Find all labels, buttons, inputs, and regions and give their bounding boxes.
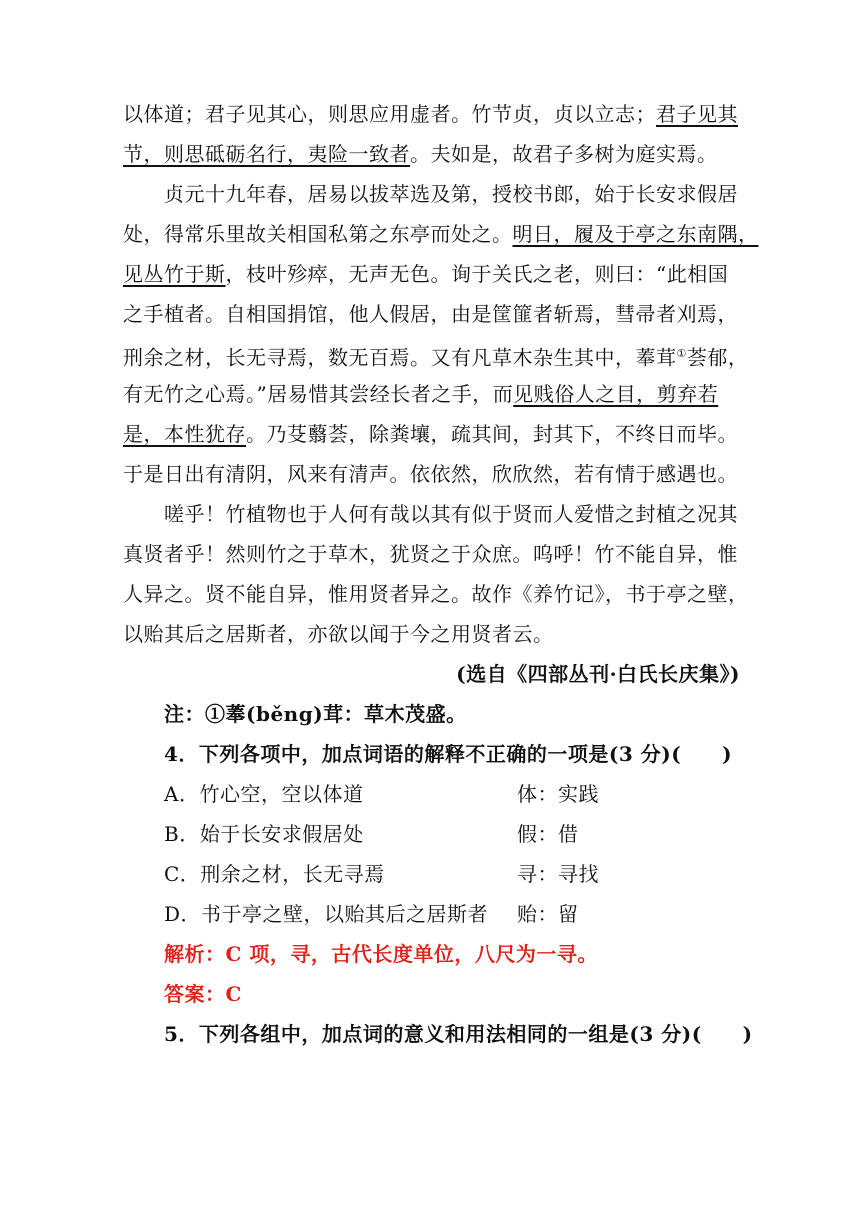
option-explanation: 寻：寻找 — [517, 862, 599, 886]
footnote: 注：①菶(běng)茸：草木茂盛。 — [164, 702, 467, 726]
question-4-option-d — [123, 894, 740, 934]
passage-text: 人异之。贤不能自异，惟用贤者异之。故作《养竹记》，书于亭之壁， — [123, 582, 749, 606]
question-4-answer: 答案：C — [164, 982, 242, 1006]
question-5-stem: 5．下列各组中，加点词的意义和用法相同的一组是(3 分)( ) — [164, 1022, 753, 1046]
option-label: B．始于长安求假居处 — [164, 822, 364, 846]
underlined-sentence: 节，则思砥砺名行，夷险一致者 — [123, 142, 410, 166]
underlined-sentence: 君子见其 — [656, 102, 738, 126]
passage-line — [123, 534, 740, 574]
passage-text: 刑余之材，长无寻焉，数无百焉。又有凡草木杂生其中，菶茸 — [123, 345, 677, 370]
passage-line — [123, 174, 740, 214]
passage-line — [123, 454, 740, 494]
passage-line — [123, 374, 740, 414]
passage-text: 真贤者乎！然则竹之于草木，犹贤之于众庶。呜呼！竹不能自异，惟 — [123, 542, 738, 566]
passage-text: 贞元十九年春，居易以拔萃选及第，授校书郎，始于长安求假居 — [164, 182, 738, 206]
passage-text: 以贻其后之居斯者，亦欲以闻于今之用贤者云。 — [123, 622, 554, 646]
passage-line — [123, 414, 740, 454]
passage-line — [123, 494, 740, 534]
option-label: C．刑余之材，长无寻焉 — [164, 862, 385, 886]
question-4-option-b — [123, 814, 740, 854]
question-4-stem: 4．下列各项中，加点词语的解释不正确的一项是(3 分)( ) — [164, 742, 733, 766]
passage-line — [123, 574, 749, 614]
passage-line — [123, 294, 740, 334]
option-label: D．书于亭之壁，以贻其后之居斯者 — [164, 902, 489, 926]
passage-text: 于是日出有清阴，风来有清声。依依然，欣欣然，若有情于感遇也。 — [123, 462, 738, 486]
passage-line — [123, 214, 759, 254]
underlined-sentence: 明日，履及于亭之东南隅， — [512, 222, 759, 246]
passage-line — [123, 134, 740, 174]
passage-text: 。夫如是，故君子多树为庭实焉。 — [410, 142, 718, 166]
option-label: A．竹心空，空以体道 — [164, 782, 364, 806]
passage-line — [123, 614, 740, 654]
passage-text: 有无竹之心焉。”居易惜其尝经长者之手，而 — [123, 382, 514, 406]
underlined-sentence: 见贱俗人之目，剪弃若 — [513, 382, 719, 406]
document-page — [123, 94, 759, 1054]
passage-text: 荟郁， — [686, 345, 749, 370]
passage-text: 处，得常乐里故关相国私第之东亭而处之。 — [123, 222, 513, 246]
option-explanation: 假：借 — [517, 822, 579, 846]
passage-line — [123, 334, 749, 374]
question-4-analysis: 解析：C 项，寻，古代长度单位，八尺为一寻。 — [164, 942, 598, 966]
option-explanation: 贻：留 — [517, 902, 579, 926]
passage-text: 之手植者。自相国捐馆，他人假居，由是筐篚者斩焉，彗帚者刈焉， — [123, 302, 738, 326]
footnote-marker: ① — [676, 347, 687, 360]
passage-text: 。乃芟蘙荟，除粪壤，疏其间，封其下，不终日而毕。 — [246, 422, 738, 446]
option-explanation: 体：实践 — [517, 782, 599, 806]
source-citation: (选自《四部丛刊·白氏长庆集》) — [456, 662, 740, 686]
passage-line — [123, 94, 740, 134]
question-4-option-c — [123, 854, 740, 894]
passage-line — [123, 254, 740, 294]
question-4-option-a — [123, 774, 740, 814]
underlined-sentence: 是，本性犹存 — [123, 422, 246, 446]
passage-text: 以体道；君子见其心，则思应用虚者。竹节贞，贞以立志； — [123, 102, 656, 126]
passage-text: ，枝叶殄瘁，无声无色。询于关氏之老，则曰：“此相国 — [225, 262, 729, 286]
passage-text: 嗟乎！竹植物也于人何有哉以其有似于贤而人爱惜之封植之况其 — [164, 502, 738, 526]
underlined-sentence: 见丛竹于斯 — [123, 262, 226, 286]
